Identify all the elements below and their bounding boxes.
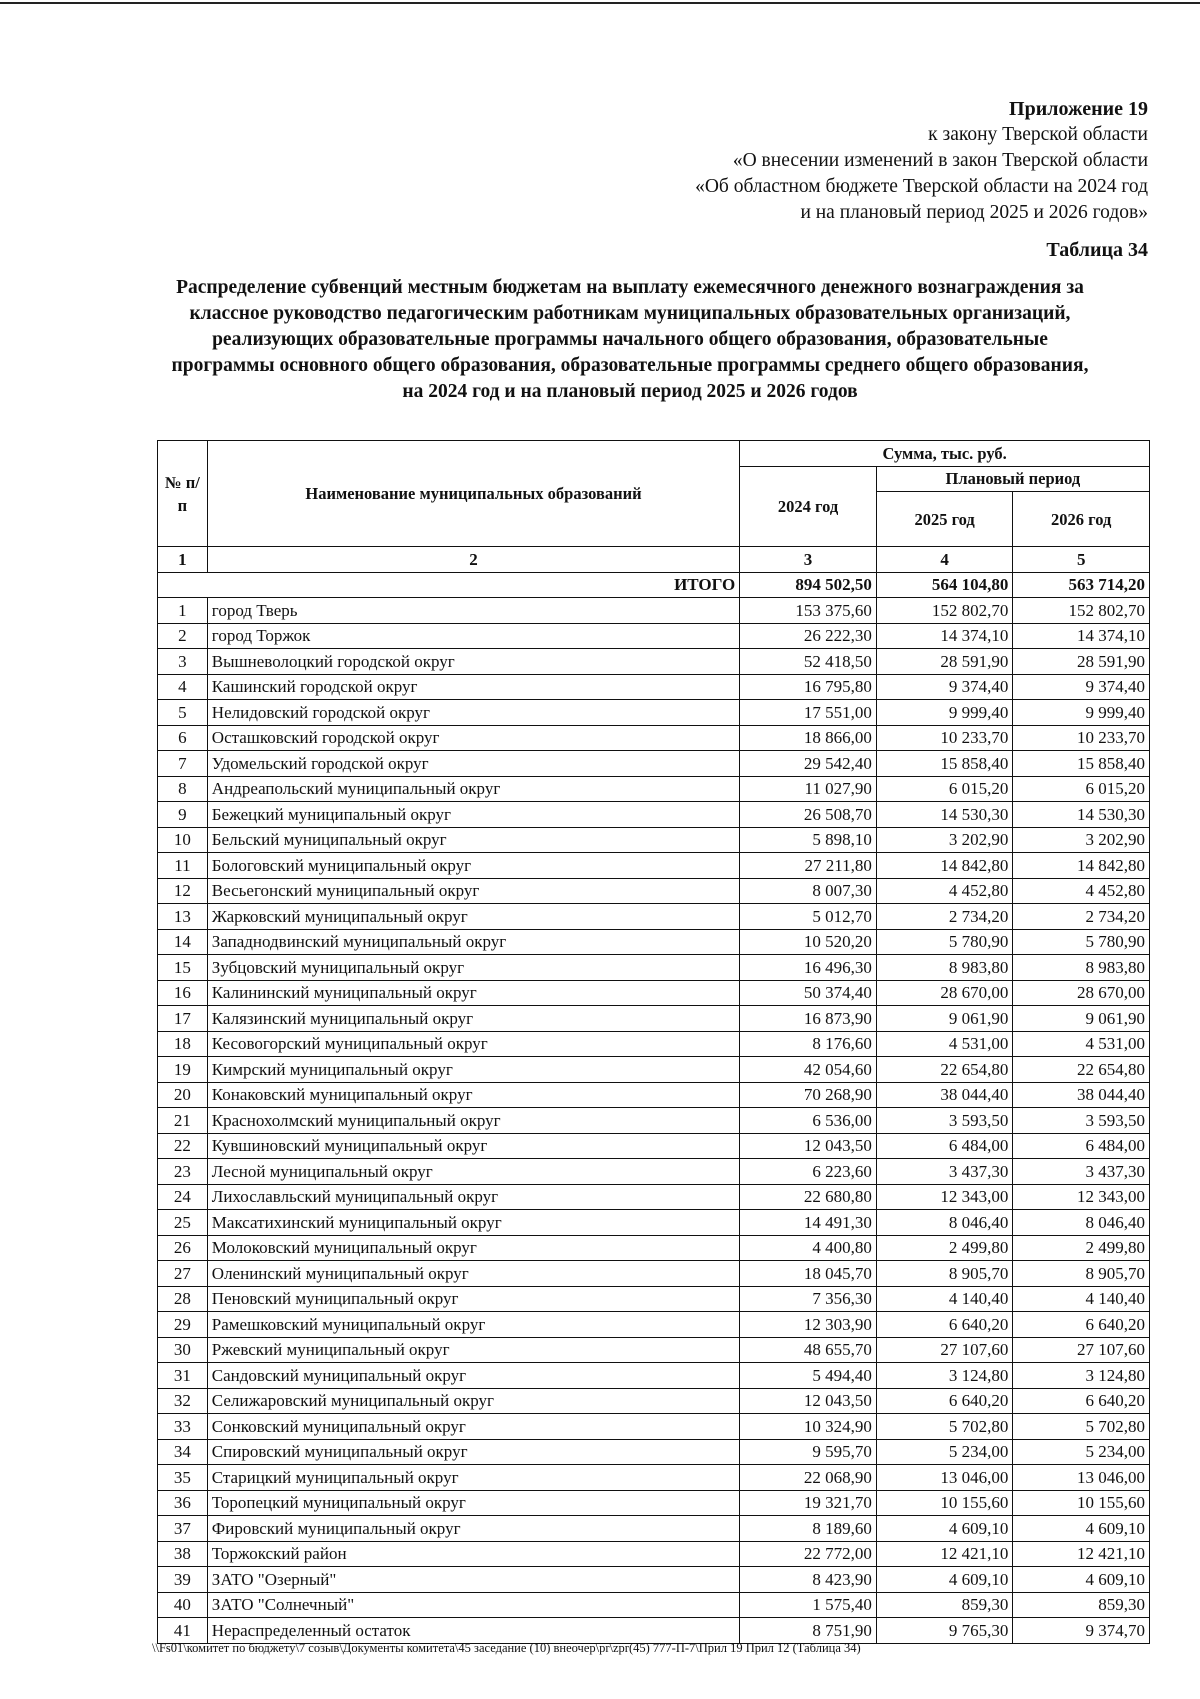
amount-2026: 9 374,70 (1013, 1618, 1150, 1644)
row-number: 5 (158, 700, 208, 726)
municipality-name: Сандовский муниципальный округ (207, 1363, 739, 1389)
amount-2024: 5 898,10 (740, 827, 877, 853)
amount-2026: 12 421,10 (1013, 1541, 1150, 1567)
row-number: 41 (158, 1618, 208, 1644)
table-row (158, 623, 1150, 649)
amount-2024: 8 176,60 (740, 1031, 877, 1057)
table-row (158, 1159, 1150, 1185)
amount-2025: 27 107,60 (876, 1337, 1013, 1363)
amount-2026: 28 591,90 (1013, 649, 1150, 675)
table-row (158, 827, 1150, 853)
amount-2024: 70 268,90 (740, 1082, 877, 1108)
municipality-name: Кашинский городской округ (207, 674, 739, 700)
municipality-name: Лихославльский муниципальный округ (207, 1184, 739, 1210)
amount-2025: 3 202,90 (876, 827, 1013, 853)
row-number: 11 (158, 853, 208, 879)
municipality-name: Пеновский муниципальный округ (207, 1286, 739, 1312)
amount-2025: 4 452,80 (876, 878, 1013, 904)
table-row (158, 878, 1150, 904)
row-number: 33 (158, 1414, 208, 1440)
column-number: 3 (740, 547, 877, 573)
amount-2024: 18 866,00 (740, 725, 877, 751)
amount-2024: 8 751,90 (740, 1618, 877, 1644)
municipality-name: Весьегонский муниципальный округ (207, 878, 739, 904)
amount-2026: 4 452,80 (1013, 878, 1150, 904)
file-path-footer: \\Fs01\комитет по бюджету\7 созыв\Документы комитета\45 заседание (10) внеочер\pr\zpr(45) 777-П-7\Прил 19 Прил 12 (Таблица 34) (152, 1641, 861, 1655)
row-number: 9 (158, 802, 208, 828)
total-2025: 564 104,80 (876, 572, 1013, 598)
table-row (158, 1082, 1150, 1108)
title-line: на 2024 год и на плановый период 2025 и 2026 годов (402, 381, 858, 402)
amount-2024: 1 575,40 (740, 1592, 877, 1618)
amount-2026: 14 842,80 (1013, 853, 1150, 879)
table-row (158, 1567, 1150, 1593)
amount-2026: 8 983,80 (1013, 955, 1150, 981)
municipality-name: Нелидовский городской округ (207, 700, 739, 726)
table-row (158, 802, 1150, 828)
amount-2026: 10 155,60 (1013, 1490, 1150, 1516)
amount-2024: 9 595,70 (740, 1439, 877, 1465)
amount-2024: 4 400,80 (740, 1235, 877, 1261)
amount-2025: 12 343,00 (876, 1184, 1013, 1210)
municipality-name: Торопецкий муниципальный округ (207, 1490, 739, 1516)
municipality-name: Кесовогорский муниципальный округ (207, 1031, 739, 1057)
row-number: 32 (158, 1388, 208, 1414)
amount-2024: 6 536,00 (740, 1108, 877, 1134)
table-row (158, 1286, 1150, 1312)
row-number: 3 (158, 649, 208, 675)
amount-2025: 3 124,80 (876, 1363, 1013, 1389)
table-row (158, 1618, 1150, 1644)
header-line: «О внесении изменений в закон Тверской области (732, 150, 1148, 171)
amount-2026: 4 140,40 (1013, 1286, 1150, 1312)
amount-2024: 17 551,00 (740, 700, 877, 726)
amount-2026: 27 107,60 (1013, 1337, 1150, 1363)
amount-2024: 18 045,70 (740, 1261, 877, 1287)
municipality-name: Вышневолоцкий городской округ (207, 649, 739, 675)
row-number: 24 (158, 1184, 208, 1210)
table-row (158, 1210, 1150, 1236)
amount-2024: 10 324,90 (740, 1414, 877, 1440)
amount-2025: 2 499,80 (876, 1235, 1013, 1261)
amount-2026: 4 609,10 (1013, 1567, 1150, 1593)
table-row (158, 1337, 1150, 1363)
amount-2025: 152 802,70 (876, 598, 1013, 624)
table-row (158, 1516, 1150, 1542)
table-row (158, 1235, 1150, 1261)
amount-2025: 9 765,30 (876, 1618, 1013, 1644)
amount-2024: 29 542,40 (740, 751, 877, 777)
amount-2024: 153 375,60 (740, 598, 877, 624)
amount-2025: 9 374,40 (876, 674, 1013, 700)
municipality-name: Кувшиновский муниципальный округ (207, 1133, 739, 1159)
row-number: 2 (158, 623, 208, 649)
amount-2024: 12 043,50 (740, 1133, 877, 1159)
total-label: ИТОГО (158, 572, 740, 598)
row-number: 30 (158, 1337, 208, 1363)
amount-2024: 14 491,30 (740, 1210, 877, 1236)
municipality-name: Бежецкий муниципальный округ (207, 802, 739, 828)
amount-2024: 22 068,90 (740, 1465, 877, 1491)
municipality-name: Андреапольский муниципальный округ (207, 776, 739, 802)
amount-2025: 28 670,00 (876, 980, 1013, 1006)
column-number: 2 (207, 547, 739, 573)
amount-2025: 14 530,30 (876, 802, 1013, 828)
municipality-name: Селижаровский муниципальный округ (207, 1388, 739, 1414)
table-row (158, 980, 1150, 1006)
row-number: 16 (158, 980, 208, 1006)
amount-2026: 14 530,30 (1013, 802, 1150, 828)
municipality-name: Нераспределенный остаток (207, 1618, 739, 1644)
amount-2026: 6 640,20 (1013, 1388, 1150, 1414)
header-line: и на плановый период 2025 и 2026 годов» (800, 202, 1148, 223)
col-header-planned: Плановый период (876, 466, 1149, 492)
amount-2025: 4 609,10 (876, 1516, 1013, 1542)
municipality-name: Бельский муниципальный округ (207, 827, 739, 853)
table-row (158, 853, 1150, 879)
table-row (158, 674, 1150, 700)
table-row (158, 1133, 1150, 1159)
row-number: 15 (158, 955, 208, 981)
municipality-name: Западнодвинский муниципальный округ (207, 929, 739, 955)
col-header-sum: Сумма, тыс. руб. (740, 441, 1150, 467)
amount-2025: 9 061,90 (876, 1006, 1013, 1032)
amount-2026: 9 999,40 (1013, 700, 1150, 726)
amount-2025: 859,30 (876, 1592, 1013, 1618)
municipality-name: Удомельский городской округ (207, 751, 739, 777)
column-number: 4 (876, 547, 1013, 573)
amount-2025: 3 437,30 (876, 1159, 1013, 1185)
amount-2025: 14 842,80 (876, 853, 1013, 879)
row-number: 35 (158, 1465, 208, 1491)
amount-2025: 22 654,80 (876, 1057, 1013, 1083)
municipality-name: Торжокский район (207, 1541, 739, 1567)
row-number: 10 (158, 827, 208, 853)
municipality-name: Кимрский муниципальный округ (207, 1057, 739, 1083)
total-2026: 563 714,20 (1013, 572, 1150, 598)
municipality-name: Осташковский городской округ (207, 725, 739, 751)
table-row (158, 1388, 1150, 1414)
appendix-header (695, 96, 1148, 226)
amount-2026: 4 531,00 (1013, 1031, 1150, 1057)
municipality-name: Жарковский муниципальный округ (207, 904, 739, 930)
amount-2025: 6 640,20 (876, 1388, 1013, 1414)
municipality-name: Зубцовский муниципальный округ (207, 955, 739, 981)
municipality-name: Ржевский муниципальный округ (207, 1337, 739, 1363)
amount-2025: 8 983,80 (876, 955, 1013, 981)
total-row (158, 572, 1150, 598)
amount-2025: 4 609,10 (876, 1567, 1013, 1593)
row-number: 37 (158, 1516, 208, 1542)
municipality-name: Молоковский муниципальный округ (207, 1235, 739, 1261)
col-header-2024: 2024 год (740, 466, 877, 547)
amount-2026: 10 233,70 (1013, 725, 1150, 751)
row-number: 40 (158, 1592, 208, 1618)
amount-2024: 8 423,90 (740, 1567, 877, 1593)
amount-2025: 6 640,20 (876, 1312, 1013, 1338)
amount-2024: 27 211,80 (740, 853, 877, 879)
amount-2024: 8 007,30 (740, 878, 877, 904)
row-number: 29 (158, 1312, 208, 1338)
municipality-name: Фировский муниципальный округ (207, 1516, 739, 1542)
amount-2024: 10 520,20 (740, 929, 877, 955)
row-number: 1 (158, 598, 208, 624)
table-row (158, 929, 1150, 955)
subvention-table (157, 440, 1150, 1644)
table-row (158, 1031, 1150, 1057)
amount-2026: 2 734,20 (1013, 904, 1150, 930)
amount-2025: 9 999,40 (876, 700, 1013, 726)
row-number: 20 (158, 1082, 208, 1108)
municipality-name: ЗАТО "Озерный" (207, 1567, 739, 1593)
top-border-line (0, 2, 1200, 4)
amount-2026: 8 905,70 (1013, 1261, 1150, 1287)
amount-2026: 5 234,00 (1013, 1439, 1150, 1465)
amount-2024: 16 496,30 (740, 955, 877, 981)
appendix-number: Приложение 19 (1009, 98, 1148, 120)
amount-2025: 4 140,40 (876, 1286, 1013, 1312)
table-row (158, 1363, 1150, 1389)
row-number: 31 (158, 1363, 208, 1389)
title-line: реализующих образовательные программы начального общего образования, образовательные (212, 329, 1048, 350)
amount-2026: 38 044,40 (1013, 1082, 1150, 1108)
amount-2025: 8 046,40 (876, 1210, 1013, 1236)
amount-2024: 26 508,70 (740, 802, 877, 828)
table-row (158, 1541, 1150, 1567)
amount-2024: 5 494,40 (740, 1363, 877, 1389)
table-row (158, 1414, 1150, 1440)
amount-2025: 13 046,00 (876, 1465, 1013, 1491)
row-number: 8 (158, 776, 208, 802)
row-number: 12 (158, 878, 208, 904)
amount-2024: 12 043,50 (740, 1388, 877, 1414)
amount-2025: 14 374,10 (876, 623, 1013, 649)
amount-2026: 22 654,80 (1013, 1057, 1150, 1083)
amount-2026: 2 499,80 (1013, 1235, 1150, 1261)
table-row (158, 598, 1150, 624)
amount-2025: 4 531,00 (876, 1031, 1013, 1057)
row-number: 26 (158, 1235, 208, 1261)
row-number: 27 (158, 1261, 208, 1287)
amount-2025: 5 234,00 (876, 1439, 1013, 1465)
col-header-2025: 2025 год (876, 492, 1013, 547)
table-row (158, 1490, 1150, 1516)
amount-2025: 28 591,90 (876, 649, 1013, 675)
title-line: программы основного общего образования, образовательные программы среднего общего образования, (171, 355, 1089, 376)
col-header-name: Наименование муниципальных образований (207, 441, 739, 547)
row-number: 17 (158, 1006, 208, 1032)
amount-2024: 12 303,90 (740, 1312, 877, 1338)
table-row (158, 1108, 1150, 1134)
amount-2024: 8 189,60 (740, 1516, 877, 1542)
amount-2024: 5 012,70 (740, 904, 877, 930)
amount-2026: 12 343,00 (1013, 1184, 1150, 1210)
table-row (158, 1006, 1150, 1032)
municipality-name: Калязинский муниципальный округ (207, 1006, 739, 1032)
amount-2026: 9 061,90 (1013, 1006, 1150, 1032)
row-number: 38 (158, 1541, 208, 1567)
column-number: 1 (158, 547, 208, 573)
table-row (158, 1261, 1150, 1287)
amount-2024: 26 222,30 (740, 623, 877, 649)
amount-2024: 42 054,60 (740, 1057, 877, 1083)
amount-2026: 14 374,10 (1013, 623, 1150, 649)
amount-2025: 3 593,50 (876, 1108, 1013, 1134)
table-row (158, 1592, 1150, 1618)
amount-2025: 6 484,00 (876, 1133, 1013, 1159)
row-number: 34 (158, 1439, 208, 1465)
municipality-name: город Тверь (207, 598, 739, 624)
amount-2025: 15 858,40 (876, 751, 1013, 777)
table-body (158, 547, 1150, 1644)
col-header-2026: 2026 год (1013, 492, 1150, 547)
amount-2024: 16 795,80 (740, 674, 877, 700)
table-row (158, 751, 1150, 777)
row-number: 13 (158, 904, 208, 930)
amount-2026: 152 802,70 (1013, 598, 1150, 624)
row-number: 22 (158, 1133, 208, 1159)
amount-2025: 5 702,80 (876, 1414, 1013, 1440)
amount-2026: 859,30 (1013, 1592, 1150, 1618)
row-number: 4 (158, 674, 208, 700)
row-number: 21 (158, 1108, 208, 1134)
row-number: 18 (158, 1031, 208, 1057)
column-number-row (158, 547, 1150, 573)
amount-2024: 19 321,70 (740, 1490, 877, 1516)
amount-2026: 8 046,40 (1013, 1210, 1150, 1236)
row-number: 36 (158, 1490, 208, 1516)
amount-2024: 50 374,40 (740, 980, 877, 1006)
amount-2025: 12 421,10 (876, 1541, 1013, 1567)
amount-2024: 16 873,90 (740, 1006, 877, 1032)
amount-2026: 6 015,20 (1013, 776, 1150, 802)
amount-2025: 2 734,20 (876, 904, 1013, 930)
amount-2026: 13 046,00 (1013, 1465, 1150, 1491)
amount-2026: 4 609,10 (1013, 1516, 1150, 1542)
table-row (158, 1184, 1150, 1210)
municipality-name: Старицкий муниципальный округ (207, 1465, 739, 1491)
amount-2026: 3 202,90 (1013, 827, 1150, 853)
amount-2024: 7 356,30 (740, 1286, 877, 1312)
municipality-name: Максатихинский муниципальный округ (207, 1210, 739, 1236)
row-number: 23 (158, 1159, 208, 1185)
col-header-number: № п/п (158, 441, 208, 547)
row-number: 7 (158, 751, 208, 777)
amount-2025: 10 155,60 (876, 1490, 1013, 1516)
row-number: 19 (158, 1057, 208, 1083)
amount-2026: 28 670,00 (1013, 980, 1150, 1006)
table-row (158, 700, 1150, 726)
amount-2026: 3 124,80 (1013, 1363, 1150, 1389)
row-number: 25 (158, 1210, 208, 1236)
title-line: классное руководство педагогическим работникам муниципальных образовательных организаций, (189, 303, 1071, 324)
row-number: 39 (158, 1567, 208, 1593)
municipality-name: Лесной муниципальный округ (207, 1159, 739, 1185)
row-number: 6 (158, 725, 208, 751)
municipality-name: Краснохолмский муниципальный округ (207, 1108, 739, 1134)
column-number: 5 (1013, 547, 1150, 573)
amount-2024: 52 418,50 (740, 649, 877, 675)
table-row (158, 904, 1150, 930)
table-row (158, 725, 1150, 751)
municipality-name: Рамешковский муниципальный округ (207, 1312, 739, 1338)
amount-2024: 11 027,90 (740, 776, 877, 802)
amount-2026: 9 374,40 (1013, 674, 1150, 700)
table-row (158, 955, 1150, 981)
amount-2026: 5 780,90 (1013, 929, 1150, 955)
amount-2024: 48 655,70 (740, 1337, 877, 1363)
amount-2026: 6 484,00 (1013, 1133, 1150, 1159)
row-number: 14 (158, 929, 208, 955)
amount-2024: 6 223,60 (740, 1159, 877, 1185)
amount-2026: 3 593,50 (1013, 1108, 1150, 1134)
amount-2024: 22 772,00 (740, 1541, 877, 1567)
amount-2024: 22 680,80 (740, 1184, 877, 1210)
total-2024: 894 502,50 (740, 572, 877, 598)
municipality-name: Бологовский муниципальный округ (207, 853, 739, 879)
amount-2026: 5 702,80 (1013, 1414, 1150, 1440)
table-row (158, 1465, 1150, 1491)
amount-2026: 3 437,30 (1013, 1159, 1150, 1185)
amount-2026: 15 858,40 (1013, 751, 1150, 777)
municipality-name: Калининский муниципальный округ (207, 980, 739, 1006)
municipality-name: город Торжок (207, 623, 739, 649)
table-row (158, 1312, 1150, 1338)
table-row (158, 776, 1150, 802)
amount-2025: 5 780,90 (876, 929, 1013, 955)
municipality-name: Спировский муниципальный округ (207, 1439, 739, 1465)
document-title (130, 275, 1130, 405)
table-row (158, 1439, 1150, 1465)
amount-2025: 38 044,40 (876, 1082, 1013, 1108)
table-row (158, 1057, 1150, 1083)
amount-2025: 6 015,20 (876, 776, 1013, 802)
municipality-name: Оленинский муниципальный округ (207, 1261, 739, 1287)
title-line: Распределение субвенций местным бюджетам на выплату ежемесячного денежного вознаграждения за (176, 277, 1084, 298)
amount-2025: 8 905,70 (876, 1261, 1013, 1287)
row-number: 28 (158, 1286, 208, 1312)
table-label: Таблица 34 (1046, 239, 1148, 261)
table-row (158, 649, 1150, 675)
header-line: к закону Тверской области (928, 124, 1148, 145)
municipality-name: Конаковский муниципальный округ (207, 1082, 739, 1108)
amount-2025: 10 233,70 (876, 725, 1013, 751)
amount-2026: 6 640,20 (1013, 1312, 1150, 1338)
municipality-name: ЗАТО "Солнечный" (207, 1592, 739, 1618)
municipality-name: Сонковский муниципальный округ (207, 1414, 739, 1440)
header-line: «Об областном бюджете Тверской области на 2024 год (695, 176, 1148, 197)
